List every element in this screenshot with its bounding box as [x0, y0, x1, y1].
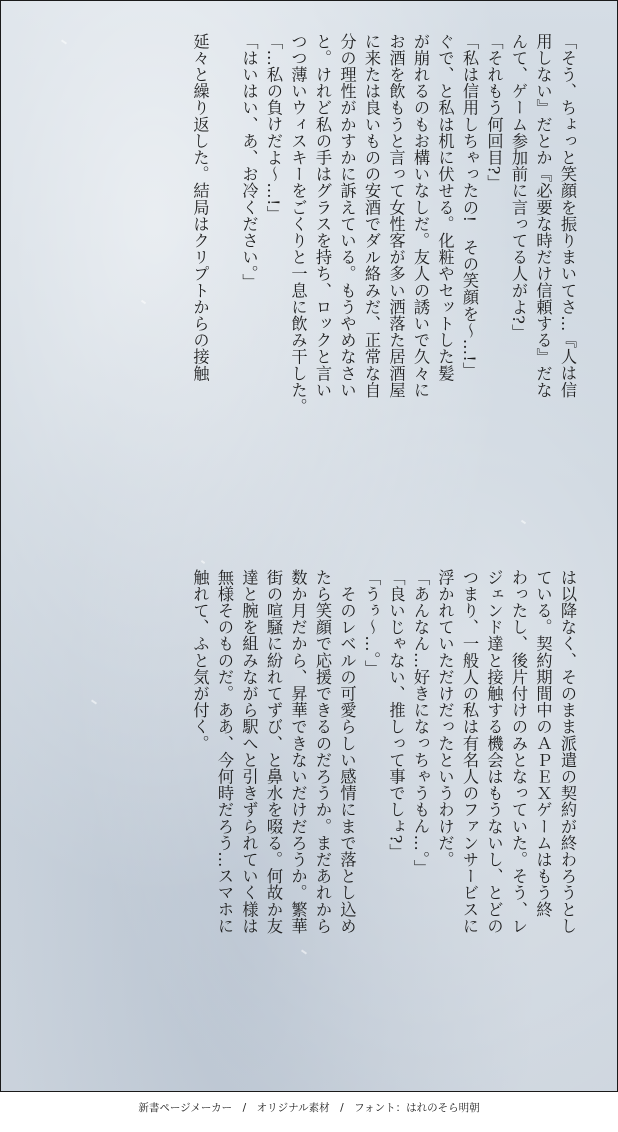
- text-line: 達と腕を組みながら駅へと引きずられていく様は: [239, 569, 259, 935]
- text-line: 「そう、ちょっと笑顔を振りまいてさ…『人は信: [558, 33, 577, 399]
- text-line: そのレベルの可愛らしい感情にまで落とし込め: [337, 569, 357, 935]
- text-line: 街の喧騒に紛れてずび、と鼻水を啜る。何故か友: [264, 569, 283, 935]
- text-line: 無様そのものだ。ああ、今何時だろう…スマホに: [215, 569, 234, 935]
- text-line: 「あんなん…好きになっちゃうもん…。」: [411, 569, 430, 877]
- text-line: に来たは良いものの安酒でダル絡みだ、正常な自: [362, 33, 381, 399]
- texture-speck: [141, 300, 146, 305]
- text-line: 「私は信用しちゃったの! その笑顔を〜…!」: [460, 33, 479, 379]
- text-line: 用しない』だとか『必要な時だけ信頼する』だな: [533, 33, 553, 399]
- text-line: ている。契約期間中のＡＰＥＸゲームはもう終: [533, 569, 553, 918]
- text-line: たら笑顔で応援できるのだろうか。まだあれから: [313, 569, 332, 935]
- text-line: お酒を飲もうと言って女性客が多い洒落た居酒屋: [386, 33, 406, 399]
- text-line: 「…私の負けだよ〜…!」: [264, 33, 283, 223]
- text-line: [212, 33, 237, 523]
- text-line: 浮かれていただけだったというわけだ。: [435, 569, 455, 868]
- text-line: が崩れるのもお構いなしだ。友人の誘いで久々に: [411, 33, 430, 399]
- text-line: 延々と繰り返した。結局はクリプトからの接触: [190, 33, 210, 382]
- texture-speck: [61, 39, 67, 44]
- text-line: 「良いじゃない、推しって事でしょ?」: [386, 569, 406, 861]
- text-line: 「はいはい、あ、お冷ください。」: [239, 33, 259, 291]
- text-line: ぐで、と私は机に伏せる。化粧やセットした髪: [435, 33, 455, 382]
- text-line: つまり、一般人の私は有名人のファンサービスに: [460, 569, 479, 935]
- text-line: 「うぅ〜…。」: [362, 569, 381, 678]
- text-line: ジェンド達と接触する機会はもうないし、とどの: [484, 569, 504, 935]
- text-line: んて、ゲーム参加前に言ってる人がよ?」: [509, 33, 528, 341]
- text-line: 「それもう何回目?」: [484, 33, 504, 192]
- text-line: 分の理性がかすかに訴えている。もうやめなさい: [337, 33, 357, 399]
- texture-speck: [91, 699, 97, 704]
- text-line: つつ薄いウィスキーをごくりと一息に飲み干した。: [288, 33, 308, 415]
- text-block-bottom: [187, 569, 579, 1059]
- text-line: 数か月だから、昇華できないだけだろうか。繁華: [288, 569, 308, 935]
- text-line: 触れて、ふと気が付く。: [190, 569, 210, 752]
- texture-speck: [201, 560, 205, 564]
- text-line: は以降なく、そのまま派遣の契約が終わろうとし: [558, 569, 577, 935]
- footer-credit: 新書ページメーカー / オリジナル素材 / フォント：はれのそら明朝: [138, 1102, 480, 1114]
- text-line: と。けれど私の手はグラスを持ち、ロックと言い: [313, 33, 332, 399]
- text-block-top: [187, 33, 579, 523]
- text-line: わったし、後片付けのみとなっていた。そう、レ: [509, 569, 528, 935]
